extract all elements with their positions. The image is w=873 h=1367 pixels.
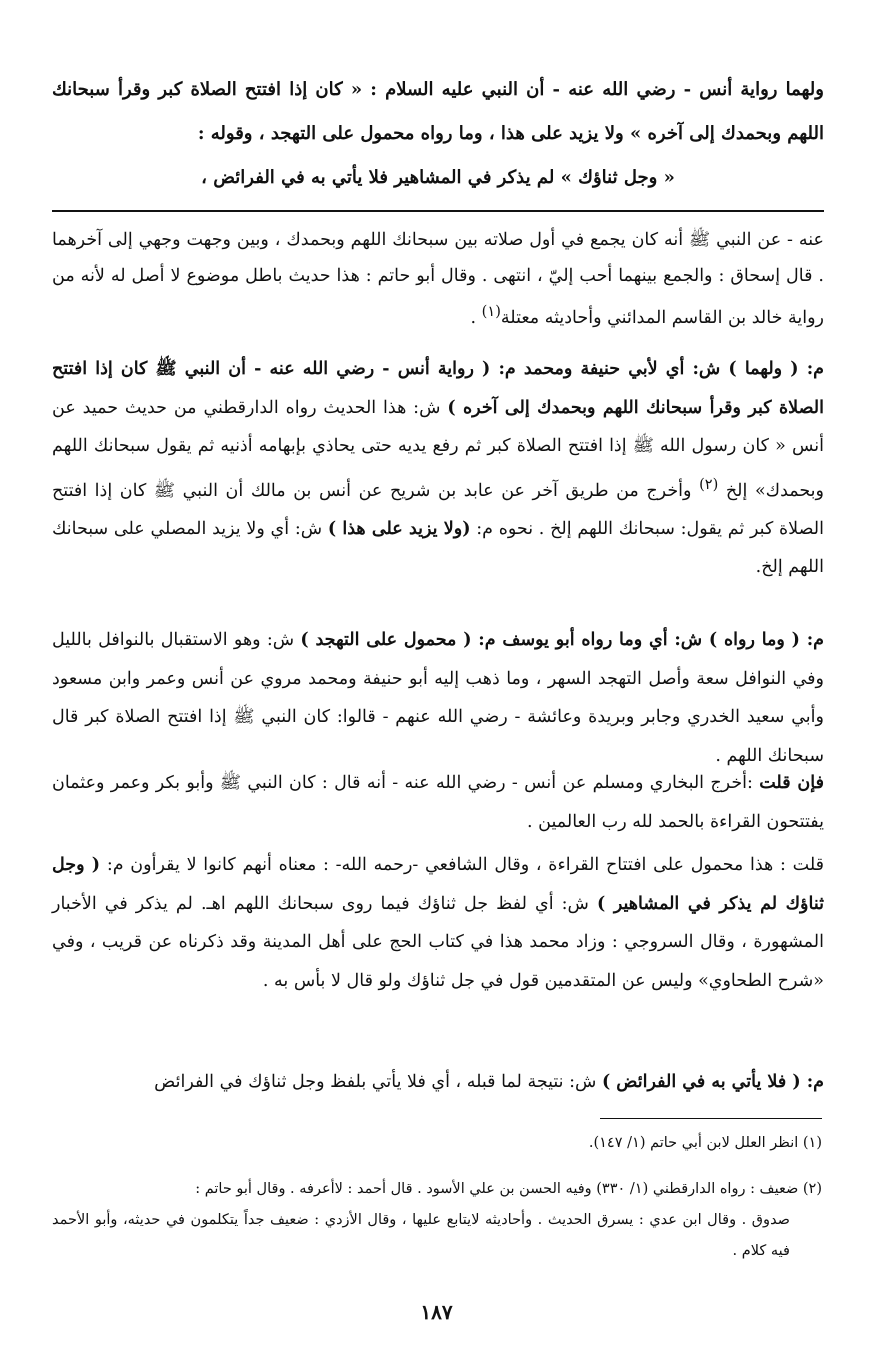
commentary-paragraph-5 <box>52 1063 844 1102</box>
para4-text-b: ش: أي لفظ جل ثناؤك فيما روى سبحانك اللهم اهـ. لم يذكر في الأخبار المشهورة ، وقال السروجي : وزاد محمد هذا في كتاب الحج على أهل المدينة وقد ذكرناه عن قريب ، وفي «شرح الطحاوي» وليس عن المتقدمين قول في جل ثناؤك ولو قال لا بأس به . <box>52 893 824 991</box>
footnote-marker-1: (١) <box>481 303 501 320</box>
matn-lines: ولهما رواية أنس - رضي الله عنه - أن النبي عليه السلام : « كان إذا افتتح الصلاة كبر وقرأ سبحانك اللهم وبحمدك إلى آخره » ولا يزيد على هذا ، وما رواه محمول على التهجد ، وقوله : <box>52 79 824 144</box>
commentary-paragraph-4 <box>52 846 844 1000</box>
para1-text-a: ش: هذا الحديث رواه الدارقطني من حديث حميد عن أنس « كان رسول الله ﷺ إذا افتتح الصلاة كبر ثم رفع يديه حتى يحاذي بإبهامه أذنيه ثم يقول سبحانك اللهم وبحمدك» إلخ <box>52 397 824 501</box>
commentary-paragraph-1 <box>52 350 844 587</box>
page-number: ١٨٧ <box>420 1300 453 1324</box>
matn-last-line: « وجل ثناؤك » لم يذكر في المشاهير فلا يأتي به في الفرائض ، <box>201 167 675 188</box>
continuation-text: عنه - عن النبي ﷺ أنه كان يجمع في أول صلاته بين سبحانك اللهم وبحمدك ، وبين وجهت وجهي إلى آخرهما . قال إسحاق : والجمع بينهما أحب إليّ ، انتهى . وقال أبو حاتم : هذا حديث باطل موضوع لا أصل له لأنه من رواية خالد بن القاسم المدائني وأحاديثه معتلة <box>52 230 824 328</box>
para2-lead: م: ( وما رواه ) ش: أي وما رواه أبو يوسف م: ( محمول على التهجد ) <box>300 630 824 650</box>
footnote-1: (١) انظر العلل لابن أبي حاتم (١/ ١٤٧). <box>588 1135 822 1151</box>
footnote-separator-rule <box>600 1118 822 1119</box>
previous-page-continuation <box>52 222 824 336</box>
para3-text: :أخرج البخاري ومسلم عن أنس - رضي الله عنه - أنه قال : كان النبي ﷺ وأبو بكر وعمر وعثمان يفتتحون القراءة بالحمد لله رب العالمين . <box>52 773 824 832</box>
footnote-marker-2: (٢) <box>699 475 719 493</box>
para4-text-a: قلت : هذا محمول على افتتاح القراءة ، وقال الشافعي -رحمه الله- : معناه أنهم كانوا لا يقرأون م: <box>100 855 824 875</box>
footnote-2-first-line: (٢) ضعيف : رواه الدارقطني (١/ ٣٣٠) وفيه الحسن بن علي الأسود . قال أحمد : لاأعرفه . وقال أبو حاتم : <box>195 1181 822 1197</box>
para1-lead: م: ( ولهما ) ش: أي لأبي حنيفة ومحمد م: ( رواية أنس - رضي الله عنه - أن النبي ﷺ كان إذا افتتح الصلاة كبر وقرأ سبحانك اللهم وبحمدك إلى آخره ) <box>52 359 824 418</box>
footnote-2 <box>52 1174 822 1267</box>
para1-bold-b: (ولا يزيد على هذا ) <box>327 518 471 539</box>
para2-text: ش: وهو الاستقبال بالنوافل بالليل وفي النوافل سعة وأصل التهجد السهر ، وما ذهب إليه أبو حنيفة ومحمد مروي عن أنس وعمر وابن مسعود وأبي سعيد الخدري وجابر وبريدة وعائشة - رضي الله عنهم - قالوا: كان النبي ﷺ إذا افتتح الصلاة كبر قال سبحانك اللهم . <box>52 630 824 766</box>
commentary-paragraph-3 <box>52 764 844 841</box>
commentary-paragraph-2 <box>52 621 844 775</box>
continuation-end: . <box>470 307 482 328</box>
para5-lead: م: ( فلا يأتي به في الفرائض ) <box>601 1072 824 1092</box>
para3-lead: فإن قلت <box>759 773 824 793</box>
para1-text-c: ش: أي ولا يزيد المصلي على سبحانك اللهم إلخ. <box>52 518 824 578</box>
matn-text <box>52 68 824 200</box>
para1-text-b: وأخرج من طريق آخر عن عابد بن شريح عن أنس بن مالك أن النبي ﷺ كان إذا افتتح الصلاة كبر ثم يقول: سبحانك اللهم إلخ . نحوه م: <box>52 480 824 539</box>
para5-text: ش: نتيجة لما قبله ، أي فلا يأتي بلفظ وجل ثناؤك في الفرائض <box>154 1072 602 1092</box>
footnote-2-rest: صدوق . وقال ابن عدي : يسرق الحديث . وأحاديثه لايتابع عليها ، وقال الأزدي : ضعيف جداً يتكلمون في حديثه، وأبو الأحمد فيه كلام . <box>52 1212 790 1259</box>
matn-separator-rule <box>52 210 824 212</box>
para4-bold: ( وجل ثناؤك لم يذكر في المشاهير ) <box>52 855 824 914</box>
